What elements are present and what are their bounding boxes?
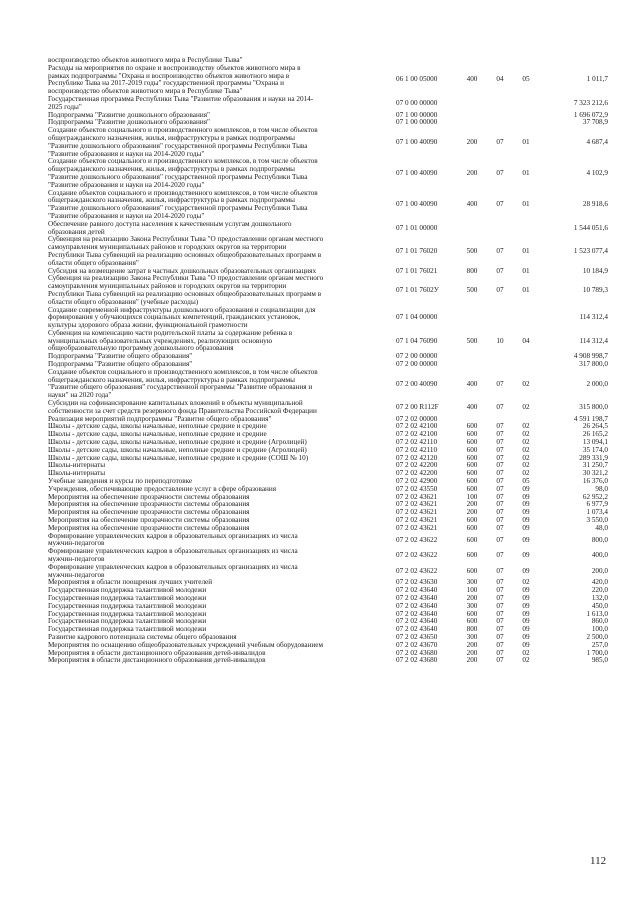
row-code: 07 2 02 42200 xyxy=(396,469,438,478)
row-vr: 600 xyxy=(466,461,478,470)
row-pr: 09 xyxy=(522,593,530,602)
row-rz: 07 xyxy=(496,379,504,388)
table-row xyxy=(48,65,608,96)
row-name: Школы - детские сады, школы начальные, неполные средние и средние xyxy=(48,422,267,431)
table-row xyxy=(48,564,608,580)
row-rz: 07 xyxy=(496,656,504,665)
row-vr: 600 xyxy=(466,516,478,525)
row-sum: 10 789,3 xyxy=(582,286,608,294)
row-name: Развитие кадрового потенциала системы общего образования xyxy=(48,632,237,641)
row-vr: 600 xyxy=(466,523,478,532)
row-rz: 07 xyxy=(496,402,504,411)
row-code: 07 2 02 43680 xyxy=(396,648,438,657)
row-vr: 600 xyxy=(466,438,478,447)
row-pr: 02 xyxy=(522,430,530,439)
row-pr: 09 xyxy=(522,523,530,532)
row-name: Мероприятия на обеспечение прозрачности системы образования xyxy=(48,516,250,525)
row-name: Мероприятия в области дистанционного образования детей-инвалидов xyxy=(48,656,266,665)
row-code: 07 2 02 42100 xyxy=(396,422,438,431)
row-code: 07 2 02 43640 xyxy=(396,617,438,626)
row-rz: 07 xyxy=(496,492,504,501)
row-rz: 07 xyxy=(496,422,504,431)
row-rz: 07 xyxy=(496,445,504,454)
row-sum: 98,0 xyxy=(595,484,608,493)
row-sum: 16 376,0 xyxy=(582,477,608,486)
row-name: Создание объектов социального и производственного комплексов, в том числе объектов общегражданского назначения, жилья, инфраструктуры в рамках подпрограммы "Развитие дошкольного образования" государственной программы Республики Тыва "Развитие образования и науки на 2014-2020 годы" xyxy=(48,157,318,189)
row-vr: 600 xyxy=(466,566,478,575)
row-name: Формирование управленческих кадров в образовательных организациях из числа мужчин-педагогов xyxy=(48,562,298,579)
row-vr: 200 xyxy=(466,648,478,657)
row-pr: 09 xyxy=(522,625,530,634)
row-pr: 09 xyxy=(522,566,530,575)
table-row xyxy=(48,369,608,400)
row-name: Государственная программа Республики Тыва "Развитие образования и науки на 2014- 2025 годы" xyxy=(48,94,314,111)
row-vr: 200 xyxy=(466,593,478,602)
row-sum: 28 918,6 xyxy=(582,200,608,209)
row-code: 07 2 02 00000 xyxy=(396,414,438,423)
row-vr: 200 xyxy=(466,500,478,509)
row-code: 07 2 02 42120 xyxy=(396,453,438,462)
row-sum: 800,0 xyxy=(591,535,608,544)
row-sum: 31 250,7 xyxy=(582,461,608,470)
row-vr: 400 xyxy=(466,379,478,388)
row-pr: 02 xyxy=(522,438,530,447)
row-rz: 07 xyxy=(496,625,504,634)
row-rz: 07 xyxy=(496,200,504,209)
row-vr: 500 xyxy=(466,336,478,345)
row-rz: 07 xyxy=(496,453,504,462)
row-vr: 400 xyxy=(466,75,478,84)
row-sum: 26 264,5 xyxy=(582,422,608,431)
row-code: 07 2 02 43621 xyxy=(396,492,438,501)
row-rz: 07 xyxy=(496,469,504,478)
row-vr: 600 xyxy=(466,453,478,462)
table-row xyxy=(48,330,608,353)
table-row xyxy=(48,127,608,158)
row-name: Государственная поддержка талантливой молодежи xyxy=(48,586,207,595)
row-rz: 07 xyxy=(496,286,504,294)
table-row xyxy=(48,533,608,549)
row-code: 07 2 00 40090 xyxy=(396,379,438,388)
row-rz: 07 xyxy=(496,247,504,256)
row-rz: 07 xyxy=(496,266,504,275)
row-rz: 07 xyxy=(496,516,504,525)
row-pr: 09 xyxy=(522,617,530,626)
row-sum: 1 523 077,4 xyxy=(573,247,608,256)
row-code: 07 1 04 76090 xyxy=(396,336,438,345)
row-rz: 07 xyxy=(496,137,504,146)
row-sum: 2 500,0 xyxy=(586,632,608,641)
row-code: 07 2 02 42900 xyxy=(396,477,438,486)
row-sum: 114 312,4 xyxy=(579,336,608,345)
row-sum: 3 550,0 xyxy=(586,516,608,525)
row-pr: 09 xyxy=(522,508,530,517)
row-code: 07 2 02 43621 xyxy=(396,516,438,525)
table-row xyxy=(48,158,608,189)
row-vr: 100 xyxy=(466,492,478,501)
row-name: Субсидия на возмещение затрат в частных дошкольных образовательных организациях xyxy=(48,266,317,275)
row-code: 07 2 02 43622 xyxy=(396,566,438,575)
row-vr: 200 xyxy=(466,656,478,665)
row-pr: 09 xyxy=(522,535,530,544)
row-rz: 07 xyxy=(496,632,504,641)
row-code: 06 1 00 05000 xyxy=(396,75,438,84)
row-code: 07 1 01 00000 xyxy=(396,223,438,232)
row-name: воспроизводство объектов животного мира в Республике Тыва" xyxy=(48,56,243,64)
row-sum: 420,0 xyxy=(591,578,608,587)
row-rz: 07 xyxy=(496,648,504,657)
row-rz: 07 xyxy=(496,535,504,544)
row-code: 07 2 00 00000 xyxy=(396,360,438,369)
row-pr: 09 xyxy=(522,492,530,501)
row-rz: 07 xyxy=(496,438,504,447)
row-pr: 02 xyxy=(522,402,530,411)
row-rz: 07 xyxy=(496,551,504,560)
row-pr: 09 xyxy=(522,586,530,595)
row-sum: 4 687,4 xyxy=(586,137,608,146)
row-rz: 07 xyxy=(496,477,504,486)
row-code: 07 2 02 43630 xyxy=(396,578,438,587)
row-name: Школы-интернаты xyxy=(48,469,106,478)
row-sum: 1 700,0 xyxy=(586,648,608,657)
row-vr: 600 xyxy=(466,469,478,478)
row-code: 07 2 02 43650 xyxy=(396,632,438,641)
row-code: 07 2 02 43550 xyxy=(396,484,438,493)
row-sum: 4 591 198,7 xyxy=(573,414,608,423)
row-pr: 09 xyxy=(522,500,530,509)
row-name: Формирование управленческих кадров в образовательных организациях из числа мужчин-педагогов xyxy=(48,531,298,548)
row-code: 07 1 00 40090 xyxy=(396,169,438,178)
row-name: Государственная поддержка талантливой молодежи xyxy=(48,625,207,634)
row-code: 07 1 00 40090 xyxy=(396,137,438,146)
row-name: Формирование управленческих кадров в образовательных организациях из числа мужчин-педагогов xyxy=(48,547,298,563)
row-name: Подпрограмма "Развитие дошкольного образования" xyxy=(48,118,210,127)
row-name: Создание объектов социального и производственного комплексов, в том числе объектов общегражданского назначения, жилья, инфраструктуры в рамках подпрограммы "Развитие дошкольного образования" государственной программы Республики Тыва "Развитие образования и науки на 2014-2020 годы" xyxy=(48,188,318,220)
row-name: Школы - детские сады, школы начальные, неполные средние и средние (СОШ № 10) xyxy=(48,453,309,462)
row-sum: 6 977,9 xyxy=(586,500,608,509)
row-vr: 600 xyxy=(466,609,478,618)
row-rz: 07 xyxy=(496,601,504,610)
row-code: 07 2 02 43680 xyxy=(396,656,438,665)
row-code: 07 2 02 43621 xyxy=(396,508,438,517)
row-code: 07 2 02 43670 xyxy=(396,640,438,649)
row-pr: 02 xyxy=(522,469,530,478)
row-pr: 02 xyxy=(522,461,530,470)
row-sum: 200,0 xyxy=(591,566,608,575)
row-code: 07 2 02 42200 xyxy=(396,461,438,470)
row-name: Субвенция на реализацию Закона Республики Тыва "О предоставлении органам местного самоуправления муниципальных районов и городских округов на территории Республики Тыва субвенций на реализацию основных общеобразовательных программ в области общего образования" xyxy=(48,235,324,267)
row-rz: 07 xyxy=(496,586,504,595)
row-code: 07 1 01 7602У xyxy=(396,286,439,294)
table-row xyxy=(48,307,608,330)
row-sum: 1 544 051,6 xyxy=(573,223,608,232)
row-sum: 257,0 xyxy=(591,640,608,649)
row-code: 07 2 02 42100 xyxy=(396,430,438,439)
row-name: Школы - детские сады, школы начальные, неполные средние и средние xyxy=(48,430,267,439)
row-code: 07 2 02 43640 xyxy=(396,593,438,602)
row-code: 07 2 02 43621 xyxy=(396,500,438,509)
table-row xyxy=(48,548,608,564)
row-pr: 09 xyxy=(522,609,530,618)
row-name: Субвенция на компенсацию части родительской платы за содержание ребенка в муниципальных образовательных учреждениях, реализующих основную общеобразовательную программу дошкольного образования xyxy=(48,328,293,353)
row-rz: 07 xyxy=(496,617,504,626)
row-code: 07 0 00 00000 xyxy=(396,98,438,107)
row-name: Реализация мероприятий подпрограммы "Развитие общего образования" xyxy=(48,414,272,423)
row-vr: 800 xyxy=(466,266,478,275)
row-rz: 07 xyxy=(496,566,504,575)
row-pr: 02 xyxy=(522,453,530,462)
row-vr: 300 xyxy=(466,601,478,610)
row-sum: 1 073,4 xyxy=(586,508,608,517)
row-pr: 09 xyxy=(522,484,530,493)
row-code: 07 2 02 42110 xyxy=(396,438,438,447)
row-name: Обеспечение равного доступа населения к качественным услугам дошкольного образования детей xyxy=(48,219,292,236)
row-vr: 600 xyxy=(466,477,478,486)
row-name: Подпрограмма "Развитие общего образования" xyxy=(48,360,193,369)
row-name: Школы - детские сады, школы начальные, неполные средние и средние (Агролицей) xyxy=(48,438,307,447)
row-pr: 09 xyxy=(522,601,530,610)
row-sum: 1 011,7 xyxy=(586,75,608,84)
row-vr: 200 xyxy=(466,508,478,517)
row-sum: 100,0 xyxy=(591,625,608,634)
row-rz: 07 xyxy=(496,609,504,618)
row-sum: 315 800,0 xyxy=(579,402,608,411)
row-vr: 500 xyxy=(466,286,478,294)
row-rz: 07 xyxy=(496,430,504,439)
row-pr: 09 xyxy=(522,632,530,641)
row-rz: 10 xyxy=(496,336,504,345)
row-sum: 37 708,9 xyxy=(582,118,608,127)
table-row xyxy=(48,190,608,221)
row-name: Мероприятия в области дистанционного образования детей-инвалидов xyxy=(48,648,266,657)
row-sum: 860,0 xyxy=(591,617,608,626)
row-rz: 07 xyxy=(496,500,504,509)
row-code: 07 1 00 40090 xyxy=(396,200,438,209)
row-name: Мероприятия в области поощрения лучших учителей xyxy=(48,578,213,587)
row-name: Учебные заведения и курсы по переподготовке xyxy=(48,477,193,486)
row-rz: 07 xyxy=(496,461,504,470)
table-row xyxy=(48,96,608,112)
row-name: Подпрограмма "Развитие дошкольного образования" xyxy=(48,110,210,119)
row-name: Создание современной инфраструктуры дошкольного образования и социализации для формирования у обучающихся социальных компетенций, гражданских установок, культуры здорового образа жизни, функциональной грамотности xyxy=(48,305,316,330)
row-vr: 300 xyxy=(466,578,478,587)
row-name: Государственная поддержка талантливой молодежи xyxy=(48,617,207,626)
row-sum: 35 174,0 xyxy=(582,445,608,454)
row-code: 07 1 04 00000 xyxy=(396,313,438,322)
row-code: 07 1 01 76021 xyxy=(396,266,438,275)
row-sum: 400,0 xyxy=(591,551,608,560)
row-code: 07 2 02 42110 xyxy=(396,445,438,454)
row-vr: 600 xyxy=(466,535,478,544)
row-sum: 30 321,2 xyxy=(582,469,608,478)
row-code: 07 2 02 43621 xyxy=(396,523,438,532)
row-name: Школы - детские сады, школы начальные, неполные средние и средние (Агролицей) xyxy=(48,445,307,454)
row-name: Создание объектов социального и производственного комплексов, в том числе объектов общегражданского назначения, жилья, инфраструктуры в рамках подпрограммы "Развитие дошкольного образования" государственной программы Республики Тыва "Развитие образования и науки на 2014-2020 годы" xyxy=(48,126,318,158)
row-vr: 500 xyxy=(466,247,478,256)
row-sum: 1 613,0 xyxy=(586,609,608,618)
row-name: Подпрограмма "Развитие общего образования" xyxy=(48,352,193,361)
row-pr: 02 xyxy=(522,422,530,431)
row-vr: 800 xyxy=(466,625,478,634)
row-sum: 985,0 xyxy=(591,656,608,665)
row-name: Государственная поддержка талантливой молодежи xyxy=(48,601,207,610)
row-rz: 04 xyxy=(496,75,504,84)
row-name: Мероприятия на обеспечение прозрачности системы образования xyxy=(48,492,250,501)
row-name: Государственная поддержка талантливой молодежи xyxy=(48,609,207,618)
row-vr: 600 xyxy=(466,445,478,454)
row-vr: 600 xyxy=(466,422,478,431)
row-code: 07 2 00 R112F xyxy=(396,402,439,411)
row-vr: 600 xyxy=(466,430,478,439)
row-code: 07 2 00 00000 xyxy=(396,352,438,361)
row-pr: 01 xyxy=(522,169,530,178)
row-vr: 400 xyxy=(466,402,478,411)
page-number: 112 xyxy=(590,855,607,867)
table-row xyxy=(48,236,608,267)
row-name: Субсидии на софинансирование капитальных вложений в объекты муниципальной собственности за счет средств резервного фонда Правительства Российской Федерации xyxy=(48,399,317,415)
row-vr: 300 xyxy=(466,632,478,641)
row-code: 07 2 02 43640 xyxy=(396,586,438,595)
row-sum: 13 094,1 xyxy=(582,438,608,447)
row-pr: 05 xyxy=(522,477,530,486)
row-rz: 07 xyxy=(496,593,504,602)
row-rz: 07 xyxy=(496,169,504,178)
row-sum: 1 696 072,9 xyxy=(573,110,608,119)
row-vr: 200 xyxy=(466,640,478,649)
row-pr: 02 xyxy=(522,648,530,657)
row-sum: 10 184,9 xyxy=(582,266,608,275)
row-pr: 04 xyxy=(522,336,530,345)
row-vr: 600 xyxy=(466,484,478,493)
table-row xyxy=(48,400,608,416)
row-code: 07 2 02 43622 xyxy=(396,535,438,544)
row-sum: 48,0 xyxy=(595,523,608,532)
row-name: Мероприятия на обеспечение прозрачности системы образования xyxy=(48,508,250,517)
row-sum: 4 102,9 xyxy=(586,169,608,178)
row-code: 07 1 00 00000 xyxy=(396,110,438,119)
table-row xyxy=(48,275,608,306)
row-pr: 01 xyxy=(522,286,530,294)
row-code: 07 2 02 43640 xyxy=(396,625,438,634)
row-sum: 132,0 xyxy=(591,593,608,602)
row-vr: 200 xyxy=(466,169,478,178)
row-name: Субвенция на реализацию Закона Республики Тыва "О предоставлении органам местного самоуправления муниципальных районов и городских округов на территории Республики Тыва субвенций на реализацию основных общеобразовательных программ в области общего образования" (учебные расходы) xyxy=(48,274,324,306)
row-sum: 2 000,0 xyxy=(586,379,608,388)
row-name: Мероприятия по оснащению общеобразовательных учреждений учебным оборудованием xyxy=(48,640,324,649)
table-row xyxy=(48,657,608,665)
row-pr: 09 xyxy=(522,516,530,525)
row-sum: 62 952,2 xyxy=(582,492,608,501)
row-name: Расходы на мероприятия по охране и воспроизводству объектов животного мира в рамках подпрограммы "Охрана и воспроизводство объектов животного мира в Республике Тыва на 2017-2019 годы" государственной программы "Охрана и воспроизводство объектов животного мира в Республике Тыва" xyxy=(48,63,301,96)
row-vr: 600 xyxy=(466,617,478,626)
row-sum: 26 165,2 xyxy=(582,430,608,439)
row-code: 07 1 00 00000 xyxy=(396,118,438,127)
row-pr: 09 xyxy=(522,640,530,649)
row-rz: 07 xyxy=(496,578,504,587)
budget-table xyxy=(48,57,608,665)
row-pr: 01 xyxy=(522,247,530,256)
row-pr: 01 xyxy=(522,266,530,275)
row-pr: 05 xyxy=(522,75,530,84)
row-vr: 400 xyxy=(466,200,478,209)
row-sum: 4 908 998,7 xyxy=(573,352,608,361)
row-sum: 7 323 212,6 xyxy=(573,98,608,107)
row-name: Учреждения, обеспечивающие предоставление услуг в сфере образования xyxy=(48,484,277,493)
row-code: 07 1 01 76020 xyxy=(396,247,438,256)
row-vr: 100 xyxy=(466,586,478,595)
row-pr: 02 xyxy=(522,578,530,587)
row-pr: 02 xyxy=(522,445,530,454)
row-pr: 01 xyxy=(522,200,530,209)
row-rz: 07 xyxy=(496,508,504,517)
row-sum: 114 312,4 xyxy=(579,313,608,322)
row-code: 07 2 02 43640 xyxy=(396,609,438,618)
row-pr: 01 xyxy=(522,137,530,146)
row-code: 07 2 02 43640 xyxy=(396,601,438,610)
row-code: 07 2 02 43622 xyxy=(396,551,438,560)
row-vr: 600 xyxy=(466,551,478,560)
table-row xyxy=(48,221,608,237)
row-name: Школы-интернаты xyxy=(48,461,106,470)
row-name: Государственная поддержка талантливой молодежи xyxy=(48,593,207,602)
row-sum: 450,0 xyxy=(591,601,608,610)
row-rz: 07 xyxy=(496,640,504,649)
row-name: Мероприятия на обеспечение прозрачности системы образования xyxy=(48,523,250,532)
row-rz: 07 xyxy=(496,523,504,532)
row-sum: 317 800,0 xyxy=(579,360,608,369)
row-pr: 02 xyxy=(522,656,530,665)
row-pr: 02 xyxy=(522,379,530,388)
row-pr: 09 xyxy=(522,551,530,560)
row-vr: 200 xyxy=(466,137,478,146)
row-rz: 07 xyxy=(496,484,504,493)
row-sum: 289 331,9 xyxy=(579,453,608,462)
row-name: Мероприятия на обеспечение прозрачности системы образования xyxy=(48,500,250,509)
row-sum: 220,0 xyxy=(591,586,608,595)
row-name: Создание объектов социального и производственного комплексов, в том числе объектов общегражданского назначения, жилья, инфраструктуры в рамках подпрограммы "Развитие общего образования" государственной программы "Развитие образования и науки" на 2020 года" xyxy=(48,367,318,400)
